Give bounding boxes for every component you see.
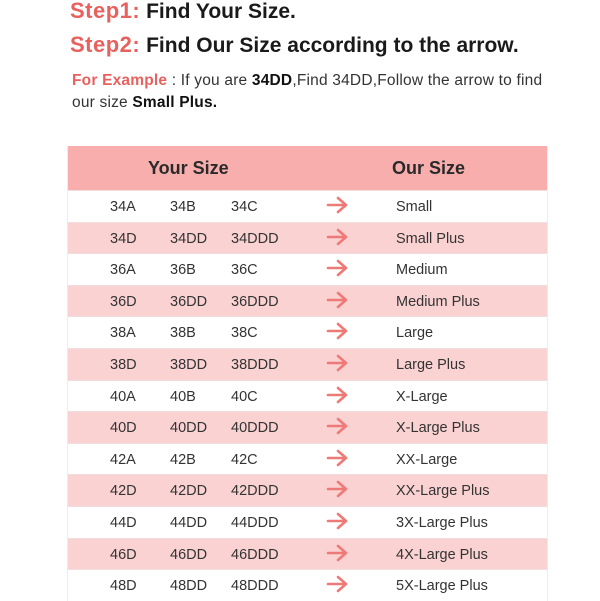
- arrow-right-icon: [326, 448, 350, 468]
- size-chart-table: [67, 146, 548, 601]
- your-size-cell: 46D: [110, 546, 137, 563]
- example-label: For Example: [72, 72, 168, 89]
- step1-line: [70, 0, 296, 24]
- our-size-cell: Small: [396, 199, 433, 215]
- arrow-right-icon: [326, 195, 350, 215]
- your-size-cell: 40DD: [170, 420, 208, 437]
- arrow-right-icon: [326, 511, 350, 531]
- your-size-cell: 44D: [110, 514, 137, 531]
- your-size-cell: 48DDD: [231, 578, 279, 595]
- your-size-cell: 40D: [110, 420, 137, 437]
- your-size-cell: 34DDD: [231, 230, 279, 247]
- our-size-cell: 5X-Large Plus: [396, 578, 488, 595]
- your-size-cell: 36DDD: [231, 293, 279, 310]
- your-size-cell: 36D: [110, 293, 137, 310]
- arrow-right-icon: [326, 258, 350, 278]
- table-header: [68, 146, 547, 190]
- your-size-cell: 38D: [110, 356, 137, 373]
- your-size-cell: 34B: [170, 199, 196, 215]
- step1-label: Step1:: [70, 0, 141, 23]
- your-size-cell: 42A: [110, 451, 136, 468]
- our-size-cell: Medium Plus: [396, 293, 480, 310]
- your-size-cell: 46DDD: [231, 546, 279, 563]
- our-size-cell: 3X-Large Plus: [396, 514, 488, 531]
- header-your-size: Your Size: [148, 158, 229, 178]
- arrow-right-icon: [326, 479, 350, 499]
- our-size-cell: X-Large Plus: [396, 420, 480, 437]
- your-size-cell: 38DDD: [231, 356, 279, 373]
- your-size-cell: 42B: [170, 451, 196, 468]
- our-size-cell: XX-Large: [396, 451, 458, 468]
- your-size-cell: 42D: [110, 483, 137, 500]
- arrow-right-icon: [326, 385, 350, 405]
- arrow-right-icon: [326, 543, 350, 563]
- your-size-cell: 34DD: [170, 230, 208, 247]
- example-size: 34DD: [251, 72, 293, 89]
- arrow-right-icon: [326, 353, 350, 373]
- our-size-cell: Small Plus: [396, 230, 465, 247]
- your-size-cell: 48DD: [170, 578, 208, 595]
- your-size-cell: 38DD: [170, 356, 208, 373]
- arrow-right-icon: [326, 416, 350, 436]
- arrow-right-icon: [326, 574, 350, 594]
- your-size-cell: 36DD: [170, 293, 208, 310]
- table-row: [68, 190, 547, 222]
- your-size-cell: 34A: [110, 199, 136, 215]
- table-row: [68, 411, 547, 443]
- table-row: [68, 380, 547, 412]
- your-size-cell: 36C: [231, 262, 258, 279]
- your-size-cell: 44DD: [170, 514, 208, 531]
- our-size-cell: Large Plus: [396, 356, 466, 373]
- your-size-cell: 38C: [231, 325, 258, 342]
- table-row: [68, 316, 547, 348]
- table-body: [68, 190, 547, 601]
- table-row: [68, 285, 547, 317]
- our-size-cell: Medium: [396, 262, 448, 279]
- your-size-cell: 38B: [170, 325, 196, 342]
- our-size-cell: 4X-Large Plus: [396, 546, 488, 563]
- example-note: [72, 70, 552, 114]
- arrow-right-icon: [326, 290, 350, 310]
- your-size-cell: 46DD: [170, 546, 208, 563]
- table-row: [68, 443, 547, 475]
- your-size-cell: 34C: [231, 199, 258, 215]
- table-row: [68, 253, 547, 285]
- example-result: Small Plus.: [132, 94, 218, 111]
- table-row: [68, 506, 547, 538]
- your-size-cell: 40A: [110, 388, 136, 405]
- your-size-cell: 40DDD: [231, 420, 279, 437]
- our-size-cell: XX-Large Plus: [396, 483, 490, 500]
- your-size-cell: 40B: [170, 388, 196, 405]
- header-our-size: Our Size: [392, 158, 466, 178]
- table-row: [68, 538, 547, 570]
- your-size-cell: 44DDD: [231, 514, 279, 531]
- your-size-cell: 42DD: [170, 483, 208, 500]
- our-size-cell: Large: [396, 325, 434, 342]
- step2-label: Step2:: [70, 32, 141, 57]
- your-size-cell: 34D: [110, 230, 137, 247]
- example-text-1: : If you are: [167, 72, 252, 89]
- table-row: [68, 222, 547, 254]
- table-row: [68, 474, 547, 506]
- step2-text: Find Our Size according to the arrow.: [146, 34, 519, 57]
- arrow-right-icon: [326, 321, 350, 341]
- your-size-cell: 38A: [110, 325, 136, 342]
- your-size-cell: 42C: [231, 451, 258, 468]
- table-row: [68, 569, 547, 601]
- step1-text: Find Your Size.: [146, 0, 296, 23]
- your-size-cell: 36A: [110, 262, 136, 279]
- your-size-cell: 36B: [170, 262, 196, 279]
- your-size-cell: 40C: [231, 388, 258, 405]
- table-row: [68, 348, 547, 380]
- our-size-cell: X-Large: [396, 388, 448, 405]
- step2-line: [70, 32, 519, 58]
- example-text-2: ,Find 34DD,Follow the arrow to find our size: [72, 72, 543, 111]
- your-size-cell: 42DDD: [231, 483, 279, 500]
- arrow-right-icon: [326, 227, 350, 247]
- your-size-cell: 48D: [110, 578, 137, 595]
